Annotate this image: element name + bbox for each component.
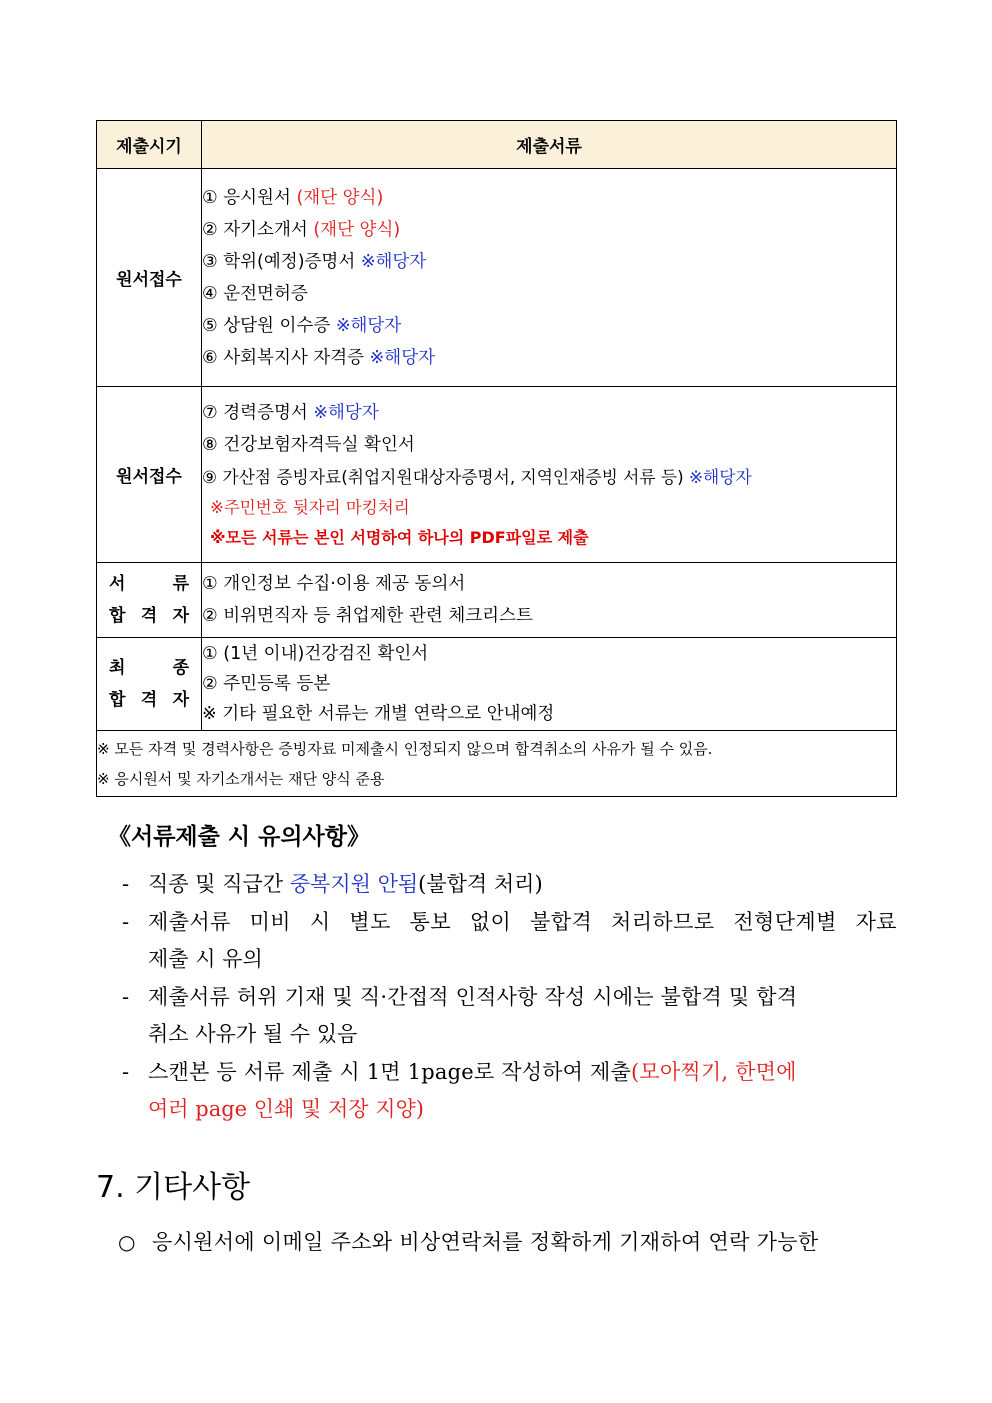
caution-list: [122, 866, 897, 1129]
documents-table: [96, 120, 897, 797]
section-heading: 7. 기타사항: [96, 1170, 251, 1205]
list-item: ⑦ 경력증명서 ※해당자: [202, 402, 379, 423]
row-items: [202, 563, 897, 638]
list-item: ② 비위면직자 등 취업제한 관련 체크리스트: [202, 606, 533, 626]
list-item: ① 응시원서 (재단 양식): [202, 187, 384, 208]
circle-bullet: ○: [118, 1230, 136, 1254]
row-items: [202, 169, 897, 387]
list-item: ⑥ 사회복지사 자격증 ※해당자: [202, 347, 436, 368]
row-items: [202, 387, 897, 563]
footnote-row: [97, 731, 897, 797]
list-item: ④ 운전면허증: [202, 283, 308, 304]
list-item: - 직종 및 직급간 중복지원 안됨(불합격 처리): [122, 866, 897, 904]
footnote: ※ 모든 자격 및 경력사항은 증빙자료 미제출시 인정되지 않으며 합격취소의 사유가 될 수 있음.: [97, 739, 713, 758]
list-item: ⑤ 상담원 이수증 ※해당자: [202, 315, 402, 336]
table-header-row: [97, 121, 897, 169]
section7-item: [118, 1224, 898, 1261]
row-items: [202, 638, 897, 731]
table-row: [97, 563, 897, 638]
table-row: [97, 387, 897, 563]
list-item: ③ 학위(예정)증명서 ※해당자: [202, 251, 427, 272]
row-label: 최 종 합 격 자: [97, 638, 202, 731]
list-item: - 스캔본 등 서류 제출 시 1면 1page로 작성하여 제출(모아찍기, 한면에 여러 page 인쇄 및 저장 지양): [122, 1059, 797, 1121]
footnote: ※ 응시원서 및 자기소개서는 재단 양식 준용: [97, 769, 385, 788]
list-item: - 제출서류 미비 시 별도 통보 없이 불합격 처리하므로 전형단계별 자료 제출 시 유의: [122, 909, 897, 971]
list-item: ※ 기타 필요한 서류는 개별 연락으로 안내예정: [202, 704, 555, 724]
header-timing: 제출시기: [97, 121, 202, 169]
pdf-submit-note: ※모든 서류는 본인 서명하여 하나의 PDF파일로 제출: [210, 527, 589, 547]
row-label: 원서접수: [97, 169, 202, 387]
list-item: ⑨ 가산점 증빙자료(취업지원대상자증명서, 지역인재증빙 서류 등) ※해당자: [202, 466, 752, 487]
list-item: - 제출서류 허위 기재 및 직·간접적 인적사항 작성 시에는 불합격 및 합격 취소 사유가 될 수 있음: [122, 984, 798, 1046]
footnotes: [97, 731, 897, 797]
list-item: ⑧ 건강보험자격득실 확인서: [202, 434, 415, 455]
table-row: [97, 169, 897, 387]
row-label: 원서접수: [97, 387, 202, 563]
header-documents: 제출서류: [202, 121, 897, 169]
list-item: ② 자기소개서 (재단 양식): [202, 219, 401, 240]
section7-text: 응시원서에 이메일 주소와 비상연락처를 정확하게 기재하여 연락 가능한: [152, 1230, 819, 1254]
list-item: ① (1년 이내)건강검진 확인서: [202, 644, 429, 664]
table-row: [97, 638, 897, 731]
bullet-dash: -: [122, 872, 130, 896]
row-label: 서 류 합 격 자: [97, 563, 202, 638]
masking-note: ※주민번호 뒷자리 마킹처리: [210, 497, 410, 517]
caution-title: 《서류제출 시 유의사항》: [108, 823, 370, 850]
list-item: ① 개인정보 수집·이용 제공 동의서: [202, 574, 466, 594]
list-item: ② 주민등록 등본: [202, 674, 331, 694]
